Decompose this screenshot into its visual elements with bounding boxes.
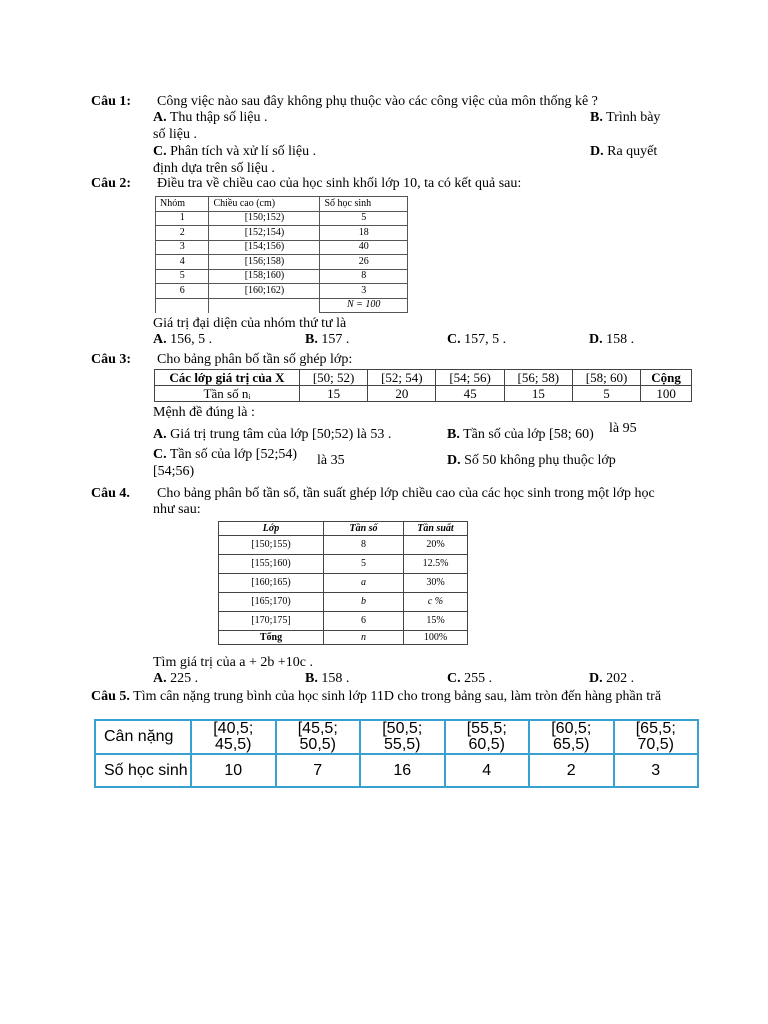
table-cell: 2 — [156, 226, 209, 241]
table-cell: [150;155) — [219, 536, 324, 555]
q5-table — [94, 719, 699, 788]
q4-option-d: D. 202 . — [589, 671, 635, 686]
table-row — [219, 555, 468, 574]
table-cell: 6 — [156, 284, 209, 299]
q2-label: Câu 2: — [91, 176, 132, 191]
q3-question: Cho bảng phân bố tần số ghép lớp: — [157, 352, 353, 367]
q4-label: Câu 4. — [91, 486, 130, 501]
table-header-row — [219, 522, 468, 536]
q4-prompt: Tìm giá trị của a + 2b +10c . — [153, 655, 314, 670]
table-cell: [158;160) — [209, 269, 320, 284]
q2-prompt: Giá trị đại diện của nhóm thứ tư là — [153, 316, 347, 331]
q1-option-b: B. Trình bày — [590, 110, 661, 125]
table-row — [155, 370, 692, 386]
table-row-header: Tần số nᵢ — [155, 386, 300, 402]
table-cell: 5 — [572, 386, 640, 402]
table-row — [156, 269, 408, 284]
table-row — [156, 284, 408, 299]
table-cell: [165;170) — [219, 593, 324, 612]
q3-option-b-tail: là 95 — [609, 421, 637, 436]
table-cell: n — [324, 631, 404, 645]
table-header-row — [156, 197, 408, 212]
table-cell: 4 — [156, 255, 209, 270]
q4-question-continued: như sau: — [153, 502, 201, 517]
table-total: N = 100 — [320, 298, 408, 313]
q3-label: Câu 3: — [91, 352, 132, 367]
table-cell: [58; 60) — [572, 370, 640, 386]
q3-option-c: C. Tần số của lớp [52;54) — [153, 447, 298, 462]
table-cell: 100 — [641, 386, 692, 402]
table-cell: Cộng — [641, 370, 692, 386]
table-cell: [150;152) — [209, 211, 320, 226]
table-cell: 20% — [404, 536, 468, 555]
table-cell: [50; 52) — [300, 370, 368, 386]
table-row-header: Các lớp giá trị của X — [155, 370, 300, 386]
table-cell: [40,5; 45,5) — [191, 720, 276, 754]
table-cell: [155;160) — [219, 555, 324, 574]
q4-option-a: A. 225 . — [153, 671, 199, 686]
table-cell: 7 — [276, 754, 361, 787]
q4-question: Cho bảng phân bố tần số, tần suất ghép lớp chiều cao của các học sinh trong một lớp học — [157, 486, 655, 501]
table-cell: [152;154) — [209, 226, 320, 241]
table-cell: 2 — [529, 754, 614, 787]
table-total-row — [219, 631, 468, 645]
table-cell: 12.5% — [404, 555, 468, 574]
table-cell: b — [324, 593, 404, 612]
q5-label: Câu 5. — [91, 689, 130, 704]
table-cell: 3 — [320, 284, 408, 299]
table-cell: 1 — [156, 211, 209, 226]
table-cell: Tổng — [219, 631, 324, 645]
q2-option-c: C. 157, 5 . — [447, 332, 507, 347]
table-header: Nhóm — [156, 197, 209, 212]
table-cell: [160;165) — [219, 574, 324, 593]
table-row — [219, 536, 468, 555]
table-cell: [60,5; 65,5) — [529, 720, 614, 754]
table-row — [155, 386, 692, 402]
q3-option-d: D. Số 50 không phụ thuộc lớp — [447, 453, 616, 468]
table-cell: 15 — [300, 386, 368, 402]
table-cell: 8 — [324, 536, 404, 555]
q3-prompt: Mệnh đề đúng là : — [153, 405, 255, 420]
q3-table — [154, 369, 692, 402]
q2-table — [155, 196, 408, 313]
table-cell: 40 — [320, 240, 408, 255]
table-cell: 3 — [614, 754, 699, 787]
table-cell: [65,5; 70,5) — [614, 720, 699, 754]
q5-question: Tìm cân nặng trung bình của học sinh lớp 11D cho trong bảng sau, làm tròn đến hàng phần tră — [133, 689, 662, 704]
table-cell: [54; 56) — [436, 370, 504, 386]
table-cell: 16 — [360, 754, 445, 787]
table-row — [219, 593, 468, 612]
table-row — [219, 612, 468, 631]
table-cell: 3 — [156, 240, 209, 255]
table-header: Tần số — [324, 522, 404, 536]
table-cell: [56; 58) — [504, 370, 572, 386]
q1-option-b-continued: số liệu . — [153, 127, 197, 142]
table-cell: 30% — [404, 574, 468, 593]
table-row — [219, 574, 468, 593]
q2-option-a: A. 156, 5 . — [153, 332, 213, 347]
table-cell: 5 — [320, 211, 408, 226]
table-header: Số học sinh — [320, 197, 408, 212]
table-cell: 15 — [504, 386, 572, 402]
table-cell: [55,5; 60,5) — [445, 720, 530, 754]
table-row — [95, 754, 698, 787]
table-row — [156, 211, 408, 226]
table-row — [156, 226, 408, 241]
q1-question: Công việc nào sau đây không phụ thuộc vào các công việc của môn thống kê ? — [157, 94, 598, 109]
q3-option-c-continued: [54;56) — [153, 464, 195, 479]
q1-option-c: C. Phân tích và xử lí số liệu . — [153, 144, 317, 159]
table-cell: [170;175] — [219, 612, 324, 631]
table-cell: 4 — [445, 754, 530, 787]
table-cell: c % — [404, 593, 468, 612]
table-row — [156, 255, 408, 270]
table-cell: [52; 54) — [368, 370, 436, 386]
table-cell: 8 — [320, 269, 408, 284]
table-cell: 20 — [368, 386, 436, 402]
table-cell: [156;158) — [209, 255, 320, 270]
q1-label: Câu 1: — [91, 94, 132, 109]
q3-option-a: A. Giá trị trung tâm của lớp [50;52) là 53 . — [153, 427, 392, 442]
q4-option-c: C. 255 . — [447, 671, 493, 686]
table-row-header: Số học sinh — [95, 754, 191, 787]
table-cell: 5 — [156, 269, 209, 284]
q1-option-d: D. Ra quyết — [590, 144, 658, 159]
q1-option-d-continued: định dựa trên số liệu . — [153, 161, 275, 176]
table-cell: a — [324, 574, 404, 593]
q4-table — [218, 521, 468, 645]
table-header: Lớp — [219, 522, 324, 536]
table-header: Tần suất — [404, 522, 468, 536]
table-cell: 26 — [320, 255, 408, 270]
table-cell: 6 — [324, 612, 404, 631]
table-cell: 18 — [320, 226, 408, 241]
table-cell: [160;162) — [209, 284, 320, 299]
q3-option-c-tail: là 35 — [317, 453, 345, 468]
table-cell: 100% — [404, 631, 468, 645]
table-cell: 10 — [191, 754, 276, 787]
table-cell: 15% — [404, 612, 468, 631]
table-cell: [154;156) — [209, 240, 320, 255]
table-total-row — [156, 298, 408, 313]
table-row-header: Cân nặng — [95, 720, 191, 754]
q4-option-b: B. 158 . — [305, 671, 350, 686]
table-cell: 5 — [324, 555, 404, 574]
q2-option-d: D. 158 . — [589, 332, 635, 347]
table-header: Chiều cao (cm) — [209, 197, 320, 212]
q3-option-b: B. Tần số của lớp [58; 60) — [447, 427, 594, 442]
table-cell: [50,5; 55,5) — [360, 720, 445, 754]
table-row — [95, 720, 698, 754]
q2-question: Điều tra về chiều cao của học sinh khối lớp 10, ta có kết quả sau: — [157, 176, 522, 191]
table-cell: 45 — [436, 386, 504, 402]
q2-option-b: B. 157 . — [305, 332, 350, 347]
table-row — [156, 240, 408, 255]
table-cell: [45,5; 50,5) — [276, 720, 361, 754]
q5-line — [91, 689, 661, 705]
q1-option-a: A. Thu thập số liệu . — [153, 110, 268, 125]
